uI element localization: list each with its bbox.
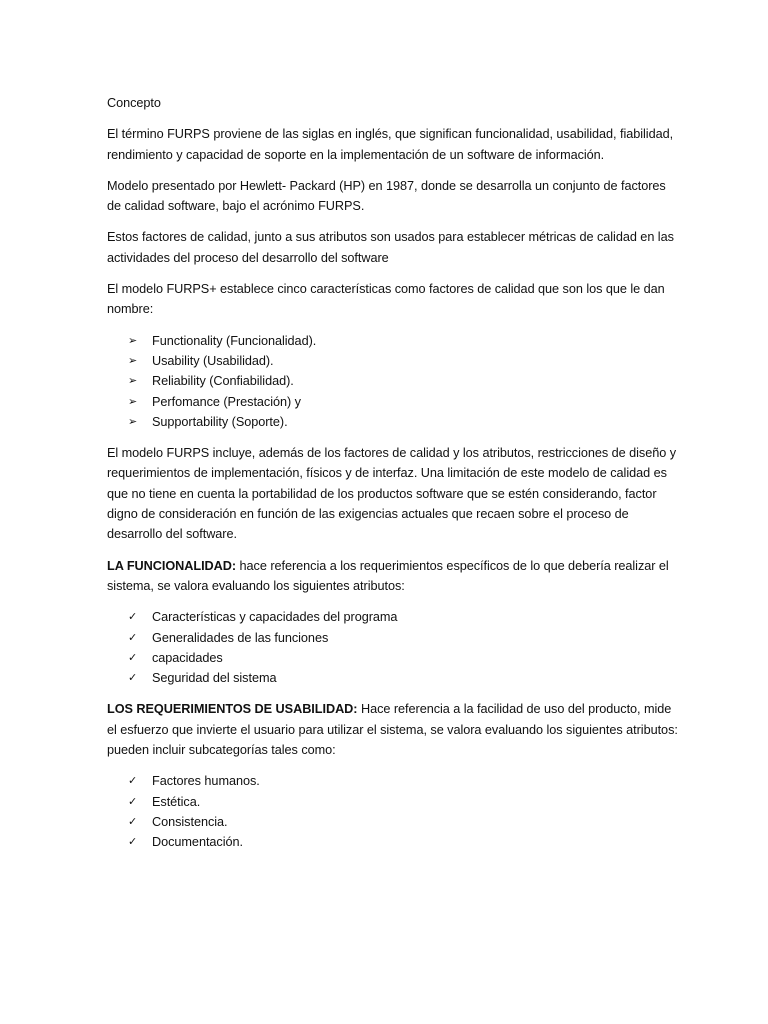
list-item <box>107 668 678 688</box>
list-item <box>107 392 678 412</box>
usability-text: Hace referencia a la facilidad de uso del producto, mide el esfuerzo que invierte el usuario para utilizar el sistema, se valora evaluando los siguientes atributos: pueden incluir subcategorías tales como: <box>107 702 678 758</box>
functionality-attributes-list <box>107 607 678 688</box>
furps-characteristics-list <box>107 331 678 432</box>
list-item-text: Características y capacidades del programa <box>152 610 398 625</box>
usability-label: LOS REQUERIMIENTOS DE USABILIDAD: <box>107 702 358 717</box>
list-item <box>107 771 678 791</box>
list-item-text: capacidades <box>152 650 223 665</box>
checkmark-bullet-icon: ✓ <box>128 610 138 624</box>
paragraph-furps-definition: El término FURPS proviene de las siglas en inglés, que significan funcionalidad, usabilidad, fiabilidad, rendimiento y capacidad de soporte en la implementación de un software de información. <box>107 127 674 162</box>
list-item-text: Documentación. <box>152 835 243 850</box>
arrow-bullet-icon: ➢ <box>128 374 138 388</box>
functionality-label: LA FUNCIONALIDAD: <box>107 558 237 573</box>
list-item-text: Consistencia. <box>152 814 228 829</box>
checkmark-bullet-icon: ✓ <box>128 671 138 685</box>
list-item-text: Supportability (Soporte). <box>152 414 288 429</box>
list-item <box>107 331 678 351</box>
list-item-text: Usability (Usabilidad). <box>152 353 274 368</box>
list-item <box>107 351 678 371</box>
paragraph-hp-model: Modelo presentado por Hewlett- Packard (HP) en 1987, donde se desarrolla un conjunto de factores de calidad software, bajo el acrónimo FURPS. <box>107 178 666 214</box>
checkmark-bullet-icon: ✓ <box>128 794 138 808</box>
functionality-text: hace referencia a los requerimientos específicos de lo que debería realizar el sistema, se valora evaluando los siguientes atributos: <box>107 558 669 593</box>
paragraph-functionality <box>107 556 678 597</box>
list-item <box>107 607 678 627</box>
paragraph-quality-factors: Estos factores de calidad, junto a sus atributos son usados para establecer métricas de calidad en las actividades del proceso del desarrollo del software <box>107 230 674 265</box>
paragraph-usability <box>107 699 678 760</box>
list-item-text: Generalidades de las funciones <box>152 630 329 645</box>
checkmark-bullet-icon: ✓ <box>128 814 138 828</box>
list-item-text: Reliability (Confiabilidad). <box>152 374 294 389</box>
checkmark-bullet-icon: ✓ <box>128 774 138 788</box>
list-item-text: Seguridad del sistema <box>152 671 277 686</box>
paragraph-furps-limitations: El modelo FURPS incluye, además de los factores de calidad y los atributos, restricciones de diseño y requerimientos de implementación, físicos y de interfaz. Una limitación de este modelo de calidad es que no tiene en cuenta la portabilidad de los productos software que se estén considerando, factor digno de consideración en función de las exigencias actuales que recaen sobre el proceso de desarrollo del software. <box>107 446 676 542</box>
list-item-text: Factores humanos. <box>152 774 260 789</box>
arrow-bullet-icon: ➢ <box>128 353 138 367</box>
section-heading: Concepto <box>107 96 161 110</box>
list-item-text: Estética. <box>152 794 201 809</box>
arrow-bullet-icon: ➢ <box>128 394 138 408</box>
checkmark-bullet-icon: ✓ <box>128 650 138 664</box>
usability-attributes-list <box>107 771 678 852</box>
checkmark-bullet-icon: ✓ <box>128 835 138 849</box>
checkmark-bullet-icon: ✓ <box>128 630 138 644</box>
list-item <box>107 371 678 391</box>
list-item-text: Functionality (Funcionalidad). <box>152 333 317 348</box>
list-item <box>107 812 678 832</box>
list-item-text: Perfomance (Prestación) y <box>152 394 301 409</box>
list-item <box>107 832 678 852</box>
list-item <box>107 792 678 812</box>
arrow-bullet-icon: ➢ <box>128 333 138 347</box>
paragraph-furps-plus: El modelo FURPS+ establece cinco características como factores de calidad que son los que le dan nombre: <box>107 282 665 317</box>
list-item <box>107 412 678 432</box>
list-item <box>107 628 678 648</box>
arrow-bullet-icon: ➢ <box>128 414 138 428</box>
list-item <box>107 648 678 668</box>
